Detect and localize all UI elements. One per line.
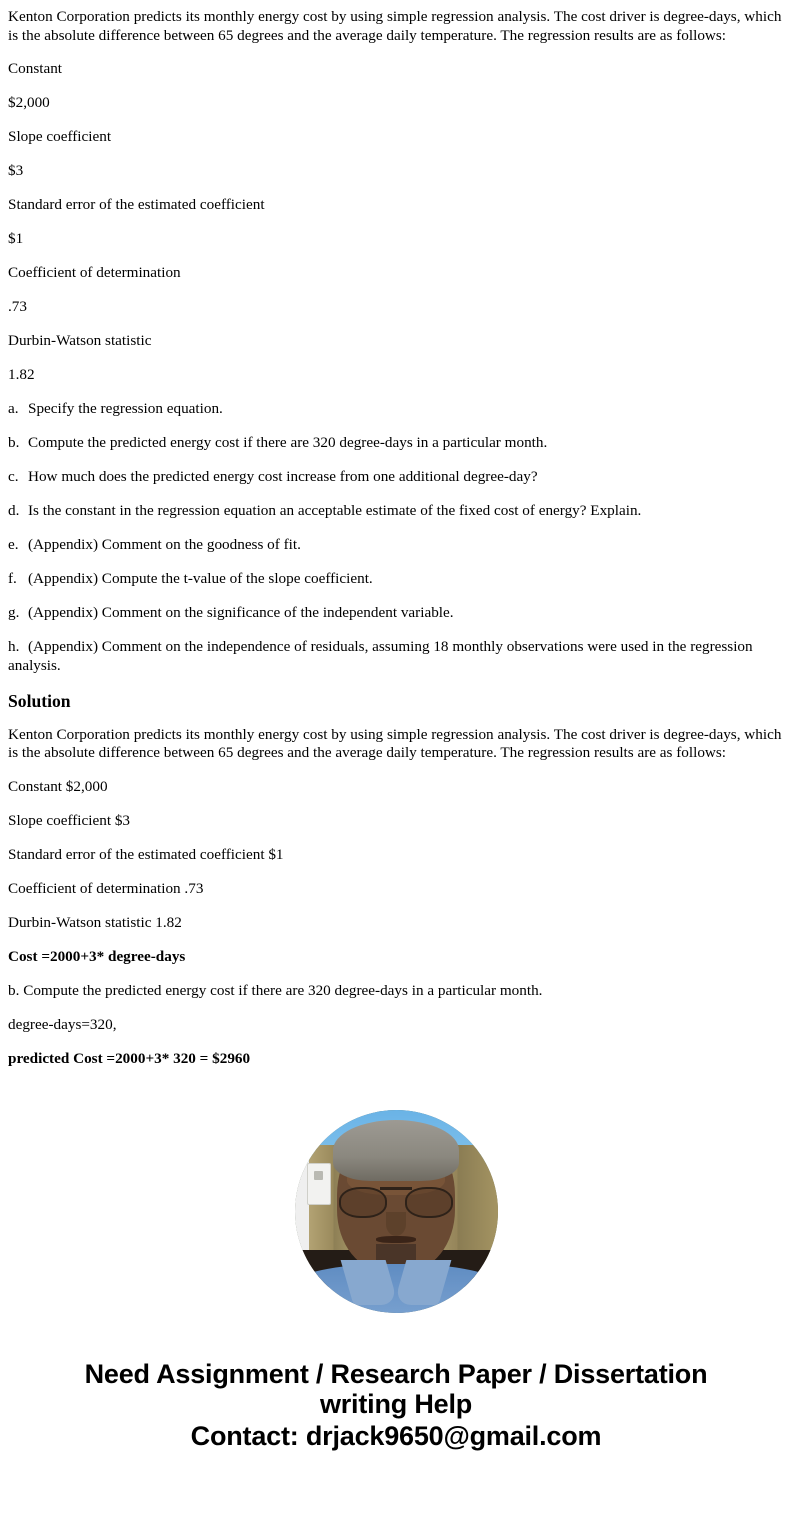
question-item-f [8, 570, 784, 589]
question-text-d: Is the constant in the regression equation an acceptable estimate of the fixed cost of energy? Explain. [28, 502, 642, 519]
question-text-a: Specify the regression equation. [28, 400, 223, 417]
solution-regression-equation: Cost =2000+3* degree-days [8, 947, 186, 965]
intro-paragraph-block [8, 8, 784, 45]
solution-predicted-cost: predicted Cost =2000+3* 320 = $2960 [8, 1049, 251, 1067]
avatar-shirt [295, 1264, 498, 1313]
solution-paragraph-block [8, 726, 784, 763]
solution-result-standard-error: Standard error of the estimated coefficient $1 [8, 845, 284, 863]
avatar-lens-right [405, 1187, 453, 1217]
result-value-slope-coefficient: $3 [8, 162, 24, 179]
footer-promo [8, 1359, 784, 1451]
question-item-e [8, 536, 784, 555]
question-text-b: Compute the predicted energy cost if there are 320 degree-days in a particular month. [28, 434, 548, 451]
solution-result-durbin-watson: Durbin-Watson statistic 1.82 [8, 913, 182, 931]
solution-result-constant: Constant $2,000 [8, 777, 108, 795]
solution-question-b: b. Compute the predicted energy cost if there are 320 degree-days in a particular month. [8, 981, 543, 999]
avatar [295, 1110, 498, 1313]
solution-heading: Solution [8, 690, 71, 711]
avatar-nose [386, 1212, 406, 1236]
result-value-standard-error: $1 [8, 230, 24, 247]
question-item-c [8, 468, 784, 487]
solution-results-list [8, 778, 784, 933]
question-marker-f: f. [8, 570, 17, 587]
regression-results-list [8, 60, 784, 385]
avatar-light-switch [307, 1163, 331, 1206]
avatar-lens-left [339, 1187, 387, 1217]
question-text-g: (Appendix) Comment on the significance of the independent variable. [28, 604, 454, 621]
question-item-a [8, 400, 784, 419]
question-marker-h: h. [8, 638, 20, 655]
avatar-mouth [376, 1236, 417, 1243]
question-text-f: (Appendix) Compute the t-value of the slope coefficient. [28, 570, 373, 587]
question-item-d [8, 502, 784, 521]
question-item-g [8, 604, 784, 623]
questions-list [8, 400, 784, 675]
solution-restated-paragraph: Kenton Corporation predicts its monthly energy cost by using simple regression analysis. The cost driver is degree-days, which is the absolute difference between 65 degrees and the average daily temperature. The regression results are as follows: [8, 725, 782, 761]
result-label-coefficient-of-determination: Coefficient of determination [8, 264, 181, 281]
result-label-slope-coefficient: Slope coefficient [8, 128, 112, 145]
solution-result-slope-coefficient: Slope coefficient $3 [8, 811, 131, 829]
solution-given-degree-days: degree-days=320, [8, 1015, 117, 1033]
question-marker-c: c. [8, 468, 19, 485]
question-marker-e: e. [8, 536, 19, 553]
result-label-durbin-watson: Durbin-Watson statistic [8, 332, 152, 349]
question-marker-b: b. [8, 434, 20, 451]
question-text-e: (Appendix) Comment on the goodness of fit. [28, 536, 301, 553]
footer-contact-line: Contact: drjack9650@gmail.com [190, 1421, 602, 1451]
result-label-standard-error: Standard error of the estimated coefficient [8, 196, 265, 213]
question-item-h [8, 638, 784, 675]
question-marker-a: a. [8, 400, 19, 417]
question-text-c: How much does the predicted energy cost increase from one additional degree-day? [28, 468, 538, 485]
footer-line-2: writing Help [319, 1389, 473, 1419]
question-text-h: (Appendix) Comment on the independence of residuals, assuming 18 monthly observations were used in the regression analysis. [8, 638, 753, 674]
avatar-container [8, 1110, 784, 1313]
result-value-constant: $2,000 [8, 94, 50, 111]
avatar-hair [333, 1120, 459, 1181]
question-marker-g: g. [8, 604, 20, 621]
result-value-coefficient-of-determination: .73 [8, 298, 27, 315]
result-label-constant: Constant [8, 60, 63, 77]
question-marker-d: d. [8, 502, 20, 519]
footer-line-1: Need Assignment / Research Paper / Dissertation [84, 1359, 708, 1389]
avatar-glasses-bridge [380, 1187, 412, 1190]
question-item-b [8, 434, 784, 453]
intro-paragraph: Kenton Corporation predicts its monthly energy cost by using simple regression analysis. The cost driver is degree-days, which is the absolute difference between 65 degrees and the average daily temperature. The regression results are as follows: [8, 8, 782, 44]
solution-result-coefficient-of-determination: Coefficient of determination .73 [8, 879, 204, 897]
result-value-durbin-watson: 1.82 [8, 366, 35, 383]
